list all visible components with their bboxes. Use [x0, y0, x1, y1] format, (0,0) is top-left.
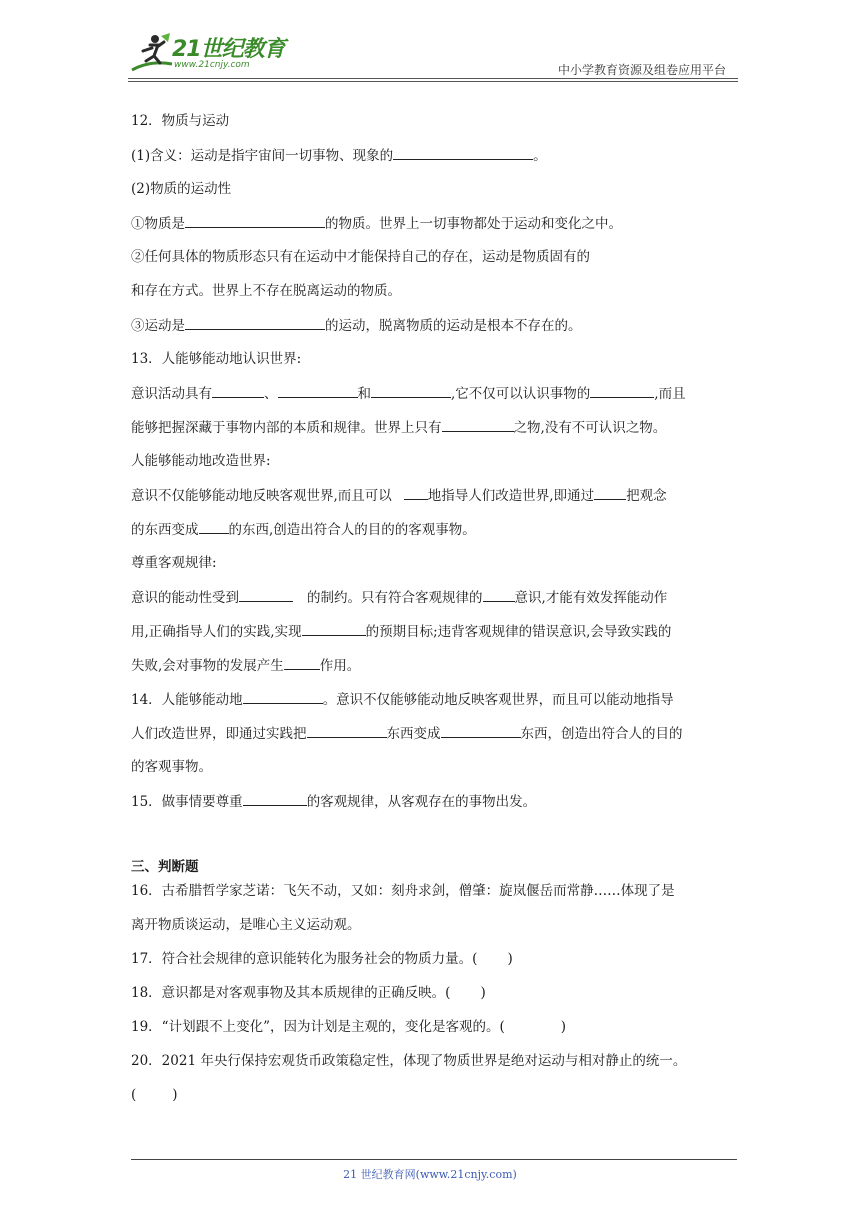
text: 能够把握深藏于事物内部的本质和规律。世界上只有	[131, 420, 442, 436]
q14-line-2	[131, 722, 733, 756]
q20-line-2	[131, 1084, 733, 1118]
header-platform-text: 中小学教育资源及组卷应用平台	[557, 63, 726, 77]
answer-blank	[243, 688, 323, 704]
footer-text: 21 世纪教育网(www.21cnjy.com)	[343, 1168, 517, 1181]
logo-text: 21世纪教育	[172, 37, 285, 62]
text: ,它不仅可以认识事物的	[451, 386, 591, 402]
answer-blank	[284, 654, 320, 670]
answer-blank	[590, 382, 654, 398]
text: 18．意识都是对客观事物及其本质规律的正确反映。(	[131, 985, 451, 1001]
q12-line-5: 和存在方式。世界上不存在脱离运动的物质。	[131, 283, 401, 299]
q13-line-3: 人能够能动地改造世界:	[131, 453, 271, 469]
text: (	[131, 1087, 137, 1103]
q19-line	[131, 1016, 733, 1050]
q12-line-1	[131, 144, 733, 178]
answer-blank	[404, 484, 428, 500]
q18-line	[131, 982, 733, 1016]
text: 的客观规律，从客观存在的事物出发。	[306, 794, 537, 810]
text: 用,正确指导人们的实践,实现	[131, 624, 302, 640]
text: 15．做事情要尊重	[131, 794, 243, 810]
text: 的东西变成	[131, 522, 199, 538]
answer-blank	[393, 144, 533, 160]
section-spacer	[131, 824, 733, 856]
q12-title: 12．物质与运动	[131, 113, 230, 129]
text: 地指导人们改造世界,即通过	[427, 488, 595, 504]
text: 的预期目标;违背客观规律的错误意识,会导致实践的	[365, 624, 672, 640]
answer-blank	[278, 382, 358, 398]
text: 意识活动具有	[131, 386, 212, 402]
q16-line-2: 离开物质谈运动，是唯心主义运动观。	[131, 917, 361, 933]
answer-blank	[302, 620, 366, 636]
answer-blank	[307, 722, 387, 738]
answer-blank	[185, 212, 325, 228]
page-header	[128, 30, 738, 80]
answer-blank	[212, 382, 264, 398]
text: 作用。	[319, 658, 361, 674]
text: 的东西,创造出符合人的目的的客观事物。	[228, 522, 476, 538]
text: 14．人能够能动地	[131, 692, 243, 708]
text: ,而且	[654, 386, 686, 402]
text: 。	[533, 148, 547, 164]
q12-line-6	[131, 314, 733, 348]
text: 的物质。世界上一切事物都处于运动和变化之中。	[325, 216, 622, 232]
answer-blank	[199, 518, 229, 534]
q12-line-2: (2)物质的运动性	[131, 181, 232, 197]
q17-line	[131, 948, 733, 982]
text: )	[560, 1019, 567, 1035]
text: (1)含义：运动是指宇宙间一切事物、现象的	[131, 148, 394, 164]
section-title-judgment: 三、判断题	[131, 859, 199, 875]
document-body	[131, 110, 733, 1118]
text: 意识,才能有效发挥能动作	[514, 590, 668, 606]
text: 把观念	[626, 488, 667, 504]
answer-blank	[185, 314, 325, 330]
text: 19．“计划跟不上变化”，因为计划是主观的，变化是客观的。(	[131, 1019, 505, 1035]
text: )	[507, 951, 513, 967]
answer-blank	[243, 790, 307, 806]
q14-line-3: 的客观事物。	[131, 759, 212, 775]
text: 东西，创造出符合人的目的	[520, 726, 683, 742]
answer-blank	[594, 484, 626, 500]
text: 东西变成	[386, 726, 441, 742]
runner-logo-icon	[128, 30, 176, 76]
text: 意识的能动性受到	[131, 590, 239, 606]
text: 、	[264, 386, 278, 402]
q13-line-8	[131, 620, 733, 654]
text: 人们改造世界，即通过实践把	[131, 726, 307, 742]
q15-line	[131, 790, 733, 824]
q16-line-1: 16．古希腊哲学家芝诺：飞矢不动，又如：刻舟求剑，僧肇：旋岚偃岳而常静……体现了是	[131, 883, 675, 899]
q13-line-4	[131, 484, 733, 518]
answer-blank	[371, 382, 451, 398]
text: ①物质是	[131, 216, 185, 232]
q13-line-1	[131, 382, 733, 416]
text: 意识不仅能够能动地反映客观世界,而且可以	[131, 488, 392, 504]
q13-line-5	[131, 518, 733, 552]
text: 17．符合社会规律的意识能转化为服务社会的物质力量。(	[131, 951, 478, 967]
logo	[128, 30, 298, 78]
text: 之物,没有不可认识之物。	[513, 420, 667, 436]
answer-blank	[483, 586, 515, 602]
q12-line-3	[131, 212, 733, 246]
footer-divider	[131, 1159, 737, 1160]
answer-blank	[442, 416, 514, 432]
answer-blank	[441, 722, 521, 738]
text: )	[480, 985, 486, 1001]
text: 的运动，脱离物质的运动是根本不存在的。	[325, 318, 582, 334]
q14-line-1	[131, 688, 733, 722]
text: 和	[357, 386, 371, 402]
q13-line-2	[131, 416, 733, 450]
q13-line-9	[131, 654, 733, 688]
answer-blank	[239, 586, 293, 602]
text: ③运动是	[131, 318, 185, 334]
text: 的制约。只有符合客观规律的	[307, 590, 483, 606]
logo-url: www.21cnjy.com	[174, 60, 250, 70]
q20-line-1: 20．2021 年央行保持宏观货币政策稳定性，体现了物质世界是绝对运动与相对静止的统一。	[131, 1053, 687, 1069]
q13-line-6: 尊重客观规律:	[131, 555, 217, 571]
text: 。意识不仅能够能动地反映客观世界，而且可以能动地指导	[322, 692, 674, 708]
header-divider-2	[128, 81, 738, 82]
text: 失败,会对事物的发展产生	[131, 658, 284, 674]
q13-line-7	[131, 586, 733, 620]
q12-line-4: ②任何具体的物质形态只有在运动中才能保持自己的存在，运动是物质固有的	[131, 249, 590, 265]
q13-title: 13．人能够能动地认识世界:	[131, 351, 302, 367]
header-divider	[128, 78, 738, 79]
text: )	[172, 1087, 178, 1103]
